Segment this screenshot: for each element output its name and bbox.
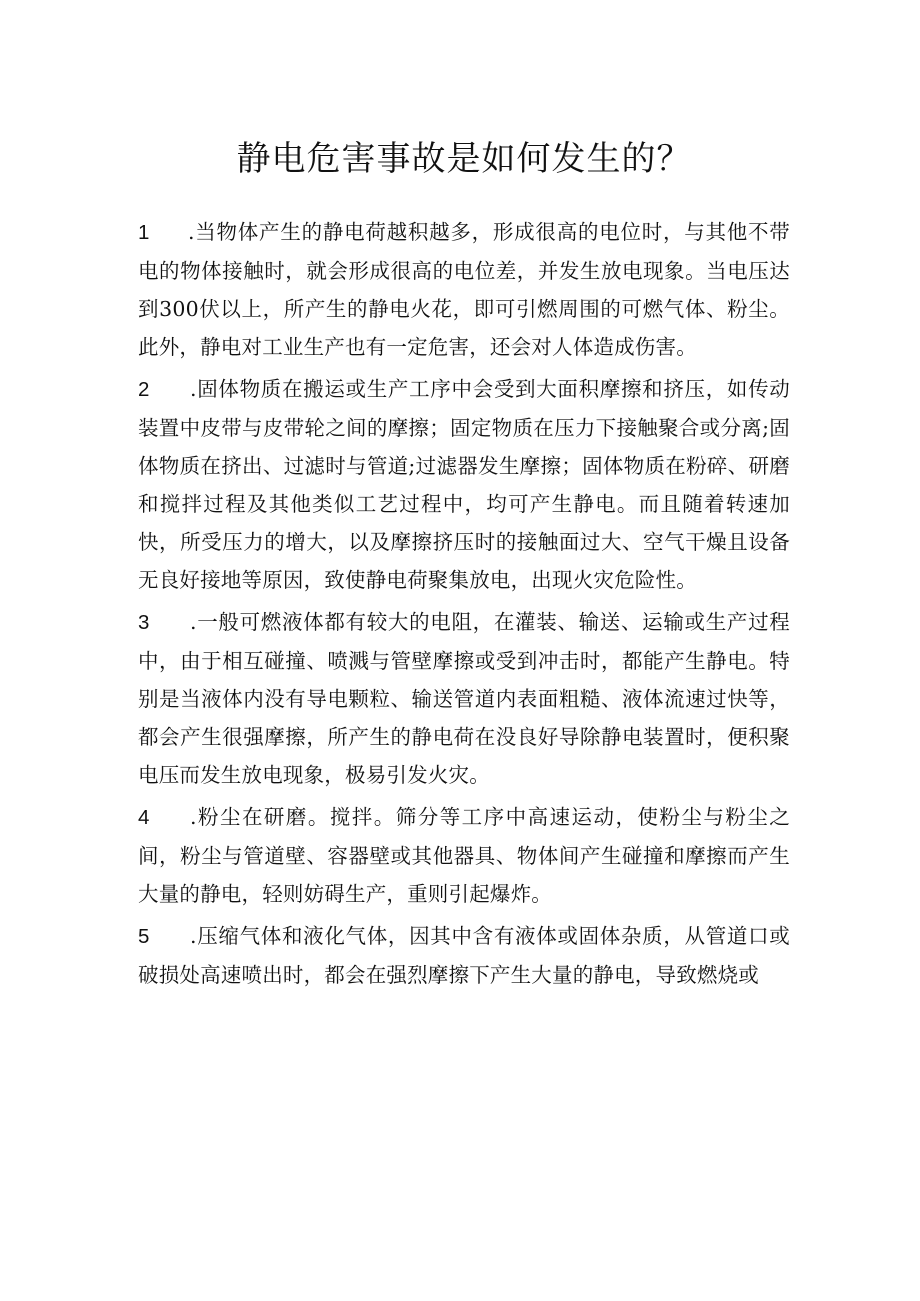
paragraph-separator: . bbox=[188, 220, 195, 244]
paragraph-3 bbox=[138, 603, 790, 794]
paragraph-separator: . bbox=[190, 924, 197, 948]
paragraph-number: 2 bbox=[138, 378, 150, 401]
paragraph-separator: . bbox=[190, 805, 197, 829]
paragraph-5 bbox=[138, 917, 790, 994]
paragraph-number: 4 bbox=[138, 806, 150, 829]
paragraph-text: 一般可燃液体都有较大的电阻，在灌装、输送、运输或生产过程中，由于相互碰撞、喷溅与管壁摩擦或受到冲击时，都能产生静电。特别是当液体内没有导电颗粒、输送管道内表面粗糙、液体流速过快等，都会产生很强摩擦，所产生的静电荷在没良好导除静电装置时，便积聚电压而发生放电现象，极易引发火灾。 bbox=[138, 610, 790, 787]
paragraph-separator: . bbox=[190, 377, 197, 401]
paragraph-number: 5 bbox=[138, 925, 150, 948]
paragraph-4 bbox=[138, 798, 790, 913]
paragraph-text: 粉尘在研磨。搅拌。筛分等工序中高速运动，使粉尘与粉尘之间，粉尘与管道壁、容器壁或其他器具、物体间产生碰撞和摩擦而产生大量的静电，轻则妨碍生产，重则引起爆炸。 bbox=[138, 805, 790, 906]
document-title: 静电危害事故是如何发生的？ bbox=[236, 139, 692, 179]
paragraph-text: 当物体产生的静电荷越积越多，形成很高的电位时，与其他不带电的物体接触时，就会形成很高的电位差，并发生放电现象。当电压达到300伏以上，所产生的静电火花，即可引燃周围的可燃气体、粉尘。此外，静电对工业生产也有一定危害，还会对人体造成伤害。 bbox=[138, 220, 790, 359]
paragraph-number: 1 bbox=[138, 221, 150, 244]
paragraph-2 bbox=[138, 370, 790, 599]
paragraph-1 bbox=[138, 213, 790, 366]
paragraph-number: 3 bbox=[138, 611, 150, 634]
paragraph-separator: . bbox=[190, 610, 197, 634]
paragraph-text: 固体物质在搬运或生产工序中会受到大面积摩擦和挤压，如传动装置中皮带与皮带轮之间的摩擦；固定物质在压力下接触聚合或分离;固体物质在挤出、过滤时与管道;过滤器发生摩擦；固体物质在粉碎、研磨和搅拌过程及其他类似工艺过程中，均可产生静电。而且随着转速加快，所受压力的增大，以及摩擦挤压时的接触面过大、空气干燥且设备无良好接地等原因，致使静电荷聚集放电，出现火灾危险性。 bbox=[138, 377, 790, 592]
document-body bbox=[138, 213, 790, 994]
paragraph-text: 压缩气体和液化气体，因其中含有液体或固体杂质，从管道口或破损处高速喷出时，都会在强烈摩擦下产生大量的静电，导致燃烧或 bbox=[138, 924, 790, 987]
